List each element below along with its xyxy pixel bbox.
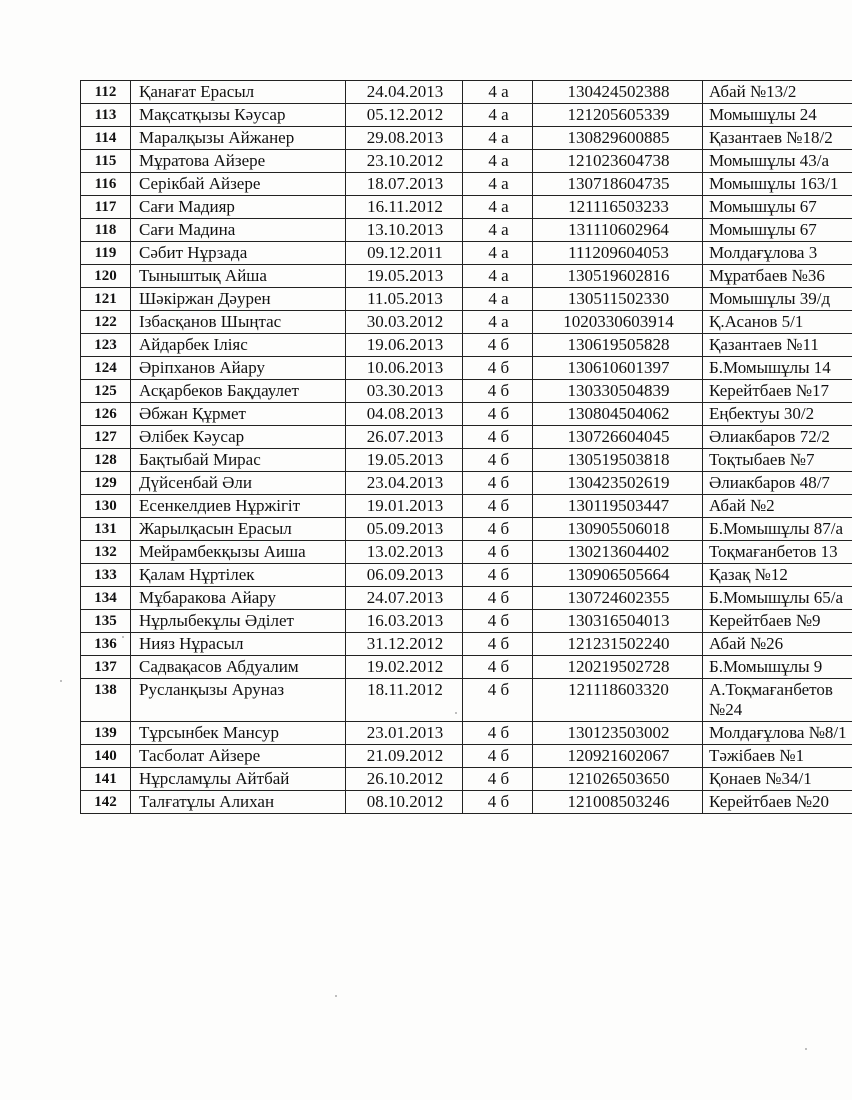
address: Б.Момышұлы 9: [703, 656, 852, 679]
row-number: 124: [81, 357, 131, 380]
birth-date: 18.07.2013: [346, 173, 463, 196]
address: Керейтбаев №17: [703, 380, 852, 403]
row-number: 136: [81, 633, 131, 656]
table-row: [81, 150, 852, 173]
table-row: [81, 127, 852, 150]
address: Абай №26: [703, 633, 852, 656]
birth-date: 11.05.2013: [346, 288, 463, 311]
student-name: Әлібек Кәусар: [131, 426, 346, 449]
iin-number: 130330504839: [533, 380, 703, 403]
row-number: 117: [81, 196, 131, 219]
address: Момышұлы 163/1: [703, 173, 852, 196]
student-name: Серікбай Айзере: [131, 173, 346, 196]
address: Момышұлы 43/а: [703, 150, 852, 173]
address: Б.Момышұлы 65/а: [703, 587, 852, 610]
student-table-body: [81, 81, 852, 814]
row-number: 138: [81, 679, 131, 722]
student-name: Ізбасқанов Шыңтас: [131, 311, 346, 334]
address: Керейтбаев №20: [703, 791, 852, 814]
student-name: Русланқызы Аруназ: [131, 679, 346, 722]
student-name: Қалам Нұртілек: [131, 564, 346, 587]
class-grade: 4 б: [463, 656, 533, 679]
row-number: 129: [81, 472, 131, 495]
address: Момышұлы 39/д: [703, 288, 852, 311]
class-grade: 4 б: [463, 768, 533, 791]
table-row: [81, 791, 852, 814]
birth-date: 26.10.2012: [346, 768, 463, 791]
class-grade: 4 б: [463, 679, 533, 722]
birth-date: 24.07.2013: [346, 587, 463, 610]
address: Момышұлы 67: [703, 196, 852, 219]
class-grade: 4 а: [463, 219, 533, 242]
birth-date: 05.09.2013: [346, 518, 463, 541]
student-name: Тыныштық Айша: [131, 265, 346, 288]
birth-date: 19.02.2012: [346, 656, 463, 679]
class-grade: 4 б: [463, 449, 533, 472]
address: Абай №13/2: [703, 81, 852, 104]
birth-date: 19.05.2013: [346, 265, 463, 288]
table-row: [81, 288, 852, 311]
birth-date: 31.12.2012: [346, 633, 463, 656]
class-grade: 4 б: [463, 791, 533, 814]
student-name: Сағи Мадина: [131, 219, 346, 242]
table-row: [81, 104, 852, 127]
iin-number: 130123503002: [533, 722, 703, 745]
birth-date: 13.10.2013: [346, 219, 463, 242]
birth-date: 19.05.2013: [346, 449, 463, 472]
iin-number: 1020330603914: [533, 311, 703, 334]
table-row: [81, 610, 852, 633]
iin-number: 130213604402: [533, 541, 703, 564]
row-number: 112: [81, 81, 131, 104]
address: Б.Момышұлы 87/а: [703, 518, 852, 541]
iin-number: 130726604045: [533, 426, 703, 449]
table-row: [81, 518, 852, 541]
address: Молдағұлова №8/1: [703, 722, 852, 745]
birth-date: 26.07.2013: [346, 426, 463, 449]
birth-date: 08.10.2012: [346, 791, 463, 814]
class-grade: 4 а: [463, 265, 533, 288]
birth-date: 05.12.2012: [346, 104, 463, 127]
student-name: Садвақасов Абдуалим: [131, 656, 346, 679]
iin-number: 120219502728: [533, 656, 703, 679]
student-name: Сәбит Нұрзада: [131, 242, 346, 265]
scan-speck: [122, 636, 124, 638]
iin-number: 121026503650: [533, 768, 703, 791]
address: Мұратбаев №36: [703, 265, 852, 288]
student-name: Есенкелдиев Нұржігіт: [131, 495, 346, 518]
iin-number: 130718604735: [533, 173, 703, 196]
class-grade: 4 а: [463, 127, 533, 150]
birth-date: 16.03.2013: [346, 610, 463, 633]
iin-number: 111209604053: [533, 242, 703, 265]
class-grade: 4 б: [463, 564, 533, 587]
table-row: [81, 173, 852, 196]
birth-date: 19.06.2013: [346, 334, 463, 357]
iin-number: 130829600885: [533, 127, 703, 150]
student-name: Маралқызы Айжанер: [131, 127, 346, 150]
table-row: [81, 745, 852, 768]
birth-date: 09.12.2011: [346, 242, 463, 265]
address: А.Тоқмағанбетов №24: [703, 679, 852, 722]
birth-date: 23.10.2012: [346, 150, 463, 173]
table-row: [81, 265, 852, 288]
student-name: Дүйсенбай Әли: [131, 472, 346, 495]
table-row: [81, 472, 852, 495]
table-row: [81, 449, 852, 472]
class-grade: 4 а: [463, 196, 533, 219]
class-grade: 4 б: [463, 541, 533, 564]
iin-number: 120921602067: [533, 745, 703, 768]
scan-speck: [60, 680, 62, 682]
iin-number: 130906505664: [533, 564, 703, 587]
student-name: Мұбаракова Айару: [131, 587, 346, 610]
row-number: 137: [81, 656, 131, 679]
row-number: 142: [81, 791, 131, 814]
student-name: Асқарбеков Бақдаулет: [131, 380, 346, 403]
address: Әлиакбаров 48/7: [703, 472, 852, 495]
iin-number: 130424502388: [533, 81, 703, 104]
table-row: [81, 311, 852, 334]
student-name: Сағи Мадияр: [131, 196, 346, 219]
scan-speck: [335, 995, 337, 997]
address: Еңбектуы 30/2: [703, 403, 852, 426]
table-row: [81, 656, 852, 679]
row-number: 115: [81, 150, 131, 173]
class-grade: 4 б: [463, 472, 533, 495]
row-number: 126: [81, 403, 131, 426]
row-number: 132: [81, 541, 131, 564]
birth-date: 29.08.2013: [346, 127, 463, 150]
row-number: 118: [81, 219, 131, 242]
table-row: [81, 219, 852, 242]
row-number: 127: [81, 426, 131, 449]
class-grade: 4 а: [463, 104, 533, 127]
birth-date: 10.06.2013: [346, 357, 463, 380]
table-row: [81, 426, 852, 449]
table-row: [81, 722, 852, 745]
student-name: Әріпханов Айару: [131, 357, 346, 380]
scan-speck: [805, 1048, 807, 1050]
iin-number: 130519503818: [533, 449, 703, 472]
address: Момышұлы 67: [703, 219, 852, 242]
row-number: 120: [81, 265, 131, 288]
student-name: Шәкіржан Дәурен: [131, 288, 346, 311]
row-number: 125: [81, 380, 131, 403]
birth-date: 23.04.2013: [346, 472, 463, 495]
row-number: 122: [81, 311, 131, 334]
row-number: 141: [81, 768, 131, 791]
student-name: Бақтыбай Мирас: [131, 449, 346, 472]
scan-speck: [455, 712, 457, 714]
class-grade: 4 б: [463, 587, 533, 610]
class-grade: 4 б: [463, 745, 533, 768]
table-row: [81, 334, 852, 357]
address: Қазақ №12: [703, 564, 852, 587]
iin-number: 130316504013: [533, 610, 703, 633]
student-table: [80, 80, 852, 814]
class-grade: 4 б: [463, 518, 533, 541]
table-row: [81, 495, 852, 518]
student-name: Тасболат Айзере: [131, 745, 346, 768]
row-number: 130: [81, 495, 131, 518]
iin-number: 121008503246: [533, 791, 703, 814]
row-number: 135: [81, 610, 131, 633]
class-grade: 4 а: [463, 311, 533, 334]
student-name: Мейрамбекқызы Аиша: [131, 541, 346, 564]
iin-number: 121118603320: [533, 679, 703, 722]
iin-number: 121231502240: [533, 633, 703, 656]
birth-date: 21.09.2012: [346, 745, 463, 768]
row-number: 134: [81, 587, 131, 610]
class-grade: 4 б: [463, 334, 533, 357]
iin-number: 130724602355: [533, 587, 703, 610]
birth-date: 24.04.2013: [346, 81, 463, 104]
address: Б.Момышұлы 14: [703, 357, 852, 380]
iin-number: 130119503447: [533, 495, 703, 518]
table-row: [81, 768, 852, 791]
row-number: 123: [81, 334, 131, 357]
row-number: 119: [81, 242, 131, 265]
student-name: Мақсатқызы Кәусар: [131, 104, 346, 127]
student-name: Әбжан Құрмет: [131, 403, 346, 426]
table-row: [81, 403, 852, 426]
address: Қазантаев №11: [703, 334, 852, 357]
class-grade: 4 б: [463, 633, 533, 656]
student-name: Нияз Нұрасыл: [131, 633, 346, 656]
row-number: 128: [81, 449, 131, 472]
birth-date: 13.02.2013: [346, 541, 463, 564]
table-row: [81, 242, 852, 265]
address: Қ.Асанов 5/1: [703, 311, 852, 334]
table-row: [81, 81, 852, 104]
class-grade: 4 б: [463, 610, 533, 633]
student-name: Талғатұлы Алихан: [131, 791, 346, 814]
student-name: Мұратова Айзере: [131, 150, 346, 173]
table-row: [81, 564, 852, 587]
table-row: [81, 196, 852, 219]
class-grade: 4 б: [463, 495, 533, 518]
address: Тәжібаев №1: [703, 745, 852, 768]
address: Тоқтыбаев №7: [703, 449, 852, 472]
student-name: Айдарбек Іліяс: [131, 334, 346, 357]
iin-number: 130905506018: [533, 518, 703, 541]
address: Момышұлы 24: [703, 104, 852, 127]
class-grade: 4 б: [463, 380, 533, 403]
student-name: Нұрлыбекұлы Әділет: [131, 610, 346, 633]
class-grade: 4 б: [463, 403, 533, 426]
address: Абай №2: [703, 495, 852, 518]
row-number: 121: [81, 288, 131, 311]
birth-date: 23.01.2013: [346, 722, 463, 745]
class-grade: 4 а: [463, 150, 533, 173]
iin-number: 130423502619: [533, 472, 703, 495]
iin-number: 130619505828: [533, 334, 703, 357]
address: Молдағұлова 3: [703, 242, 852, 265]
row-number: 139: [81, 722, 131, 745]
class-grade: 4 а: [463, 288, 533, 311]
iin-number: 130511502330: [533, 288, 703, 311]
birth-date: 19.01.2013: [346, 495, 463, 518]
class-grade: 4 а: [463, 242, 533, 265]
address: Қонаев №34/1: [703, 768, 852, 791]
iin-number: 121023604738: [533, 150, 703, 173]
row-number: 116: [81, 173, 131, 196]
iin-number: 131110602964: [533, 219, 703, 242]
table-row: [81, 587, 852, 610]
address: Қазантаев №18/2: [703, 127, 852, 150]
class-grade: 4 а: [463, 81, 533, 104]
row-number: 133: [81, 564, 131, 587]
birth-date: 16.11.2012: [346, 196, 463, 219]
table-row: [81, 541, 852, 564]
row-number: 140: [81, 745, 131, 768]
table-row: [81, 679, 852, 722]
birth-date: 30.03.2012: [346, 311, 463, 334]
row-number: 131: [81, 518, 131, 541]
iin-number: 130519602816: [533, 265, 703, 288]
class-grade: 4 а: [463, 173, 533, 196]
birth-date: 03.30.2013: [346, 380, 463, 403]
iin-number: 121205605339: [533, 104, 703, 127]
student-name: Қанағат Ерасыл: [131, 81, 346, 104]
birth-date: 18.11.2012: [346, 679, 463, 722]
student-name: Тұрсынбек Мансур: [131, 722, 346, 745]
birth-date: 04.08.2013: [346, 403, 463, 426]
class-grade: 4 б: [463, 357, 533, 380]
table-row: [81, 357, 852, 380]
student-name: Нұрсламұлы Айтбай: [131, 768, 346, 791]
iin-number: 130804504062: [533, 403, 703, 426]
student-name: Жарылқасын Ерасыл: [131, 518, 346, 541]
address: Тоқмағанбетов 13: [703, 541, 852, 564]
iin-number: 121116503233: [533, 196, 703, 219]
class-grade: 4 б: [463, 426, 533, 449]
row-number: 113: [81, 104, 131, 127]
birth-date: 06.09.2013: [346, 564, 463, 587]
table-row: [81, 380, 852, 403]
table-row: [81, 633, 852, 656]
class-grade: 4 б: [463, 722, 533, 745]
iin-number: 130610601397: [533, 357, 703, 380]
row-number: 114: [81, 127, 131, 150]
address: Әлиакбаров 72/2: [703, 426, 852, 449]
address: Керейтбаев №9: [703, 610, 852, 633]
